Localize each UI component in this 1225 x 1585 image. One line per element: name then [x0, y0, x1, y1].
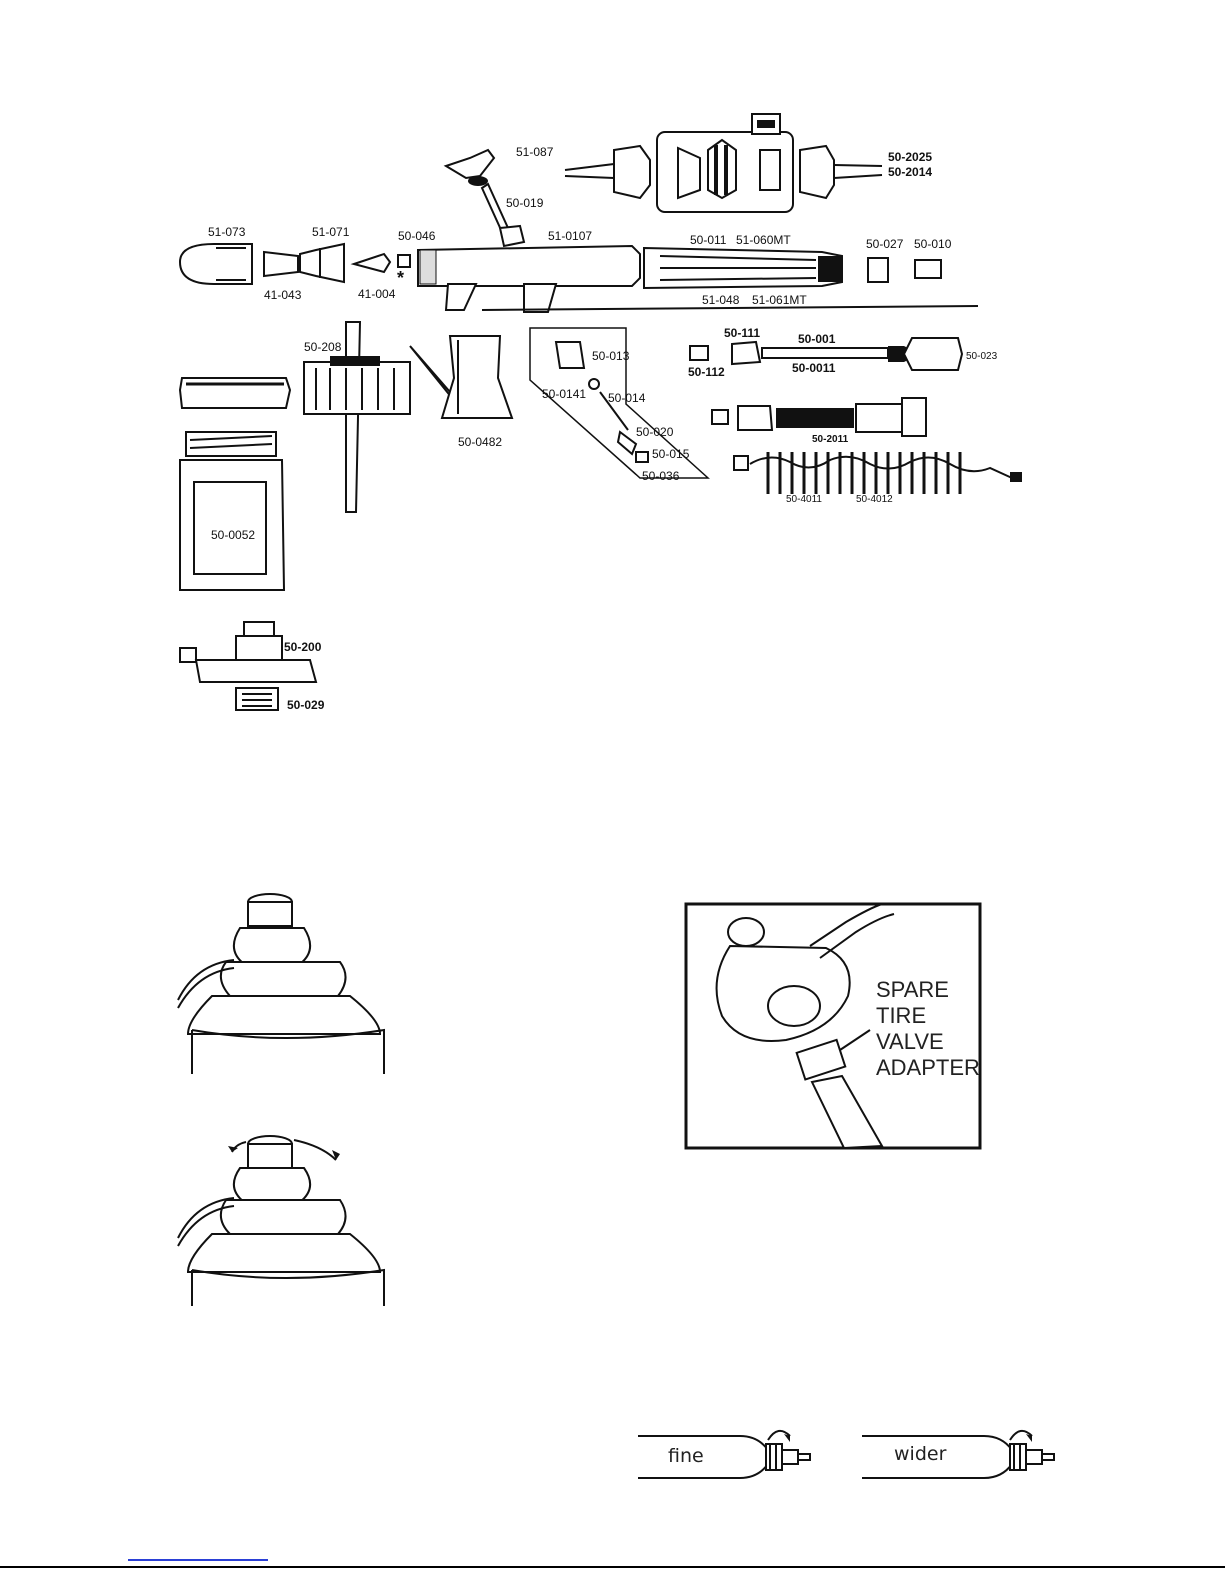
- part-50-013: 50-013: [592, 349, 630, 363]
- part-50-200: 50-200: [284, 640, 322, 654]
- part-50-2014: 50-2014: [888, 165, 933, 179]
- nozzle-parts-drawing: [180, 244, 410, 284]
- part-50-0011: 50-0011: [792, 361, 836, 375]
- part-50-014: 50-014: [608, 391, 646, 405]
- spray-fine-illustration: [638, 1431, 810, 1478]
- part-50-0482: 50-0482: [458, 435, 503, 449]
- part-50-001: 50-001: [798, 332, 836, 346]
- part-50-046: 50-046: [398, 229, 436, 243]
- part-50-015: 50-015: [652, 447, 690, 461]
- adapter-label-line3: VALVE: [876, 1029, 944, 1054]
- adapter-label-line4: ADAPTER: [876, 1055, 980, 1080]
- part-50-2025: 50-2025: [888, 150, 933, 164]
- spare-tire-adapter-illustration: [686, 904, 980, 1148]
- part-50-208: 50-208: [304, 340, 342, 354]
- bottle-assembly-drawing: [180, 322, 410, 590]
- spray-wider-label: wider: [894, 1443, 947, 1465]
- part-51-071: 51-071: [312, 225, 350, 239]
- adapter-label-line2: TIRE: [876, 1003, 927, 1028]
- propel-valve-drawing: [180, 622, 316, 710]
- part-50-036: 50-036: [642, 469, 680, 483]
- part-51-087: 51-087: [516, 145, 554, 159]
- part-51-073: 51-073: [208, 225, 246, 239]
- airbrush-body-drawing: [418, 246, 640, 312]
- propel-can-attach-illustration: [178, 894, 384, 1074]
- part-50-029: 50-029: [287, 698, 325, 712]
- part-50-0141: 50-0141: [542, 387, 587, 401]
- footer-link-underline[interactable]: [128, 1559, 268, 1561]
- nut-50-027-drawing: [868, 258, 888, 282]
- part-51-061MT: 51-061MT: [752, 293, 807, 307]
- part-51-048: 51-048: [702, 293, 740, 307]
- part-50-0052: 50-0052: [211, 528, 256, 542]
- part-50-112: 50-112: [688, 365, 725, 379]
- part-41-043: 41-043: [264, 288, 302, 302]
- part-50-111: 50-111: [724, 326, 761, 340]
- part-51-0107: 51-0107: [548, 229, 593, 243]
- color-cup-drawing: [410, 336, 512, 418]
- footer-divider: [0, 1566, 1225, 1568]
- exploded-parts-diagram: [180, 114, 1022, 712]
- screw-50-010-drawing: [915, 260, 941, 278]
- part-50-011: 50-011: [690, 233, 727, 247]
- part-50-023: 50-023: [966, 351, 998, 362]
- part-50-019: 50-019: [506, 196, 544, 210]
- part-50-020: 50-020: [636, 425, 674, 439]
- spray-wider-illustration: [862, 1431, 1054, 1478]
- moisture-trap-drawing: [565, 114, 882, 212]
- asterisk-note: *: [397, 268, 405, 288]
- part-50-4012: 50-4012: [856, 494, 893, 505]
- part-50-4011: 50-4011: [786, 494, 822, 505]
- part-50-027: 50-027: [866, 237, 904, 251]
- adapter-label-line1: SPARE: [876, 977, 949, 1002]
- part-51-060MT: 51-060MT: [736, 233, 791, 247]
- part-50-2011: 50-2011: [812, 434, 849, 445]
- spray-fine-label: fine: [668, 1445, 704, 1467]
- part-50-010: 50-010: [914, 237, 952, 251]
- propel-can-adjust-illustration: [178, 1136, 384, 1306]
- part-41-004: 41-004: [358, 287, 396, 301]
